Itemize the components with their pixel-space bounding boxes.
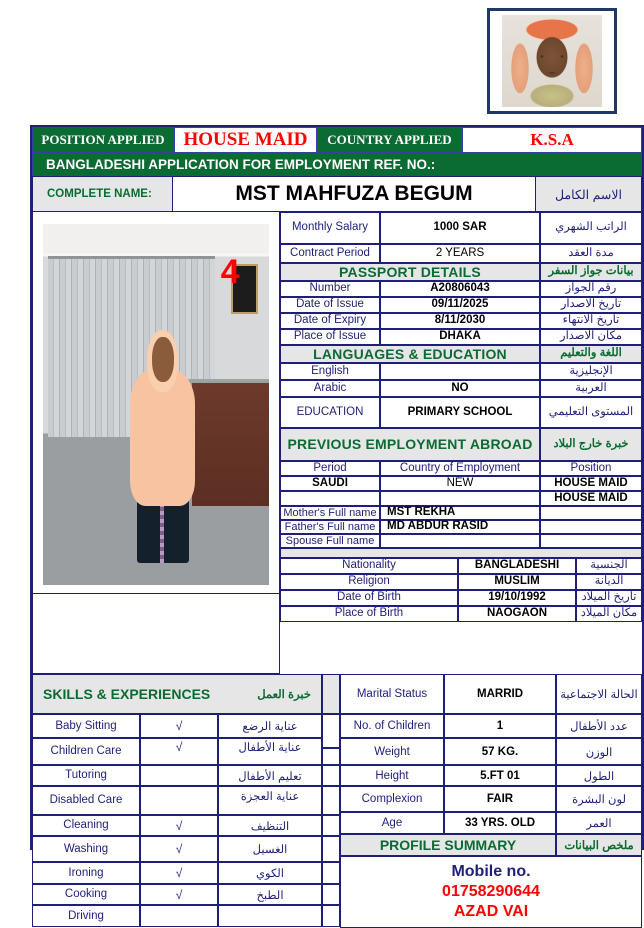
monthly-salary-label: Monthly Salary xyxy=(280,212,380,244)
country-applied-value: K.S.A xyxy=(462,127,642,153)
skills-section-title: SKILLS & EXPERIENCES xyxy=(43,686,211,702)
skill-row xyxy=(32,714,322,738)
skill-name-children-care: Children Care xyxy=(32,738,140,765)
divider-cell xyxy=(322,748,340,765)
skill-arabic-washing: الغسيل xyxy=(218,836,322,862)
place-of-issue-value: DHAKA xyxy=(380,329,540,345)
skill-arabic-cooking: الطبخ xyxy=(218,884,322,905)
place-of-birth-arabic: مكان الميلاد xyxy=(576,606,642,622)
marital-status-value: MARRID xyxy=(444,674,556,714)
skill-row xyxy=(32,862,322,884)
height-value: 5.FT 01 xyxy=(444,765,556,786)
employment-col-country: Country of Employment xyxy=(380,461,540,476)
nationality-value: BANGLADESHI xyxy=(458,558,576,574)
children-count-row xyxy=(340,714,642,738)
employment-position-1: HOUSE MAID xyxy=(540,476,642,491)
passport-section-title-arabic: بيانات جواز السفر xyxy=(540,263,642,281)
employment-row xyxy=(280,491,642,506)
english-label: English xyxy=(280,363,380,380)
age-value: 33 YRS. OLD xyxy=(444,812,556,834)
face xyxy=(152,337,174,382)
skill-arabic-ironing: الكوي xyxy=(218,862,322,884)
passport-row-number xyxy=(280,281,642,297)
date-of-birth-label: Date of Birth xyxy=(280,590,458,606)
monthly-salary-value: 1000 SAR xyxy=(380,212,540,244)
profile-summary-header xyxy=(340,834,642,856)
religion-value: MUSLIM xyxy=(458,574,576,590)
employment-country-1: NEW xyxy=(380,476,540,491)
divider-cell xyxy=(322,674,340,714)
document-body xyxy=(32,212,642,674)
arabic-label: Arabic xyxy=(280,380,380,397)
weight-row xyxy=(340,738,642,765)
profile-summary-content xyxy=(340,856,642,928)
arabic-arabic: العربية xyxy=(540,380,642,397)
mother-name-value: MST REKHA xyxy=(380,506,540,520)
english-value xyxy=(380,363,540,380)
employment-col-position: Position xyxy=(540,461,642,476)
skill-check-washing[interactable]: √ xyxy=(140,836,218,862)
languages-section-header xyxy=(280,345,642,363)
age-arabic: العمر xyxy=(556,812,642,834)
father-name-row xyxy=(280,520,642,534)
skill-arabic-baby-sitting: عناية الرضع xyxy=(218,714,322,738)
position-applied-label: POSITION APPLIED xyxy=(32,127,174,153)
skills-section-title-arabic: خبرة العمل xyxy=(257,689,311,701)
bottom-section xyxy=(32,674,642,928)
children-count-arabic: عدد الأطفال xyxy=(556,714,642,738)
nationality-arabic: الجنسية xyxy=(576,558,642,574)
profile-summary-title: PROFILE SUMMARY xyxy=(340,834,556,856)
skill-row xyxy=(32,786,322,815)
employment-section-title-arabic: خبرة خارج البلاد xyxy=(540,428,642,461)
place-of-issue-label: Place of Issue xyxy=(280,329,380,345)
religion-arabic: الديانة xyxy=(576,574,642,590)
employment-section-header xyxy=(280,428,642,461)
mobile-label: Mobile no. xyxy=(451,863,531,880)
right-data-column xyxy=(280,212,642,674)
skill-row xyxy=(32,765,322,786)
date-of-expiry-value: 8/11/2030 xyxy=(380,313,540,329)
skill-check-cooking[interactable]: √ xyxy=(140,884,218,905)
skill-name-washing: Washing xyxy=(32,836,140,862)
skill-check-cleaning[interactable]: √ xyxy=(140,815,218,836)
age-label: Age xyxy=(340,812,444,834)
complete-name-label: COMPLETE NAME: xyxy=(32,176,173,212)
children-count-label: No. of Children xyxy=(340,714,444,738)
applicant-figure xyxy=(129,325,197,563)
divider-cell xyxy=(322,862,340,884)
weight-value: 57 KG. xyxy=(444,738,556,765)
document-title-bar: BANGLADESHI APPLICATION FOR EMPLOYMENT REF. NO.: xyxy=(32,153,642,176)
passport-number-arabic: رقم الجواز xyxy=(540,281,642,297)
religion-label: Religion xyxy=(280,574,458,590)
date-of-expiry-label: Date of Expiry xyxy=(280,313,380,329)
complete-name-arabic-label: الاسم الكامل xyxy=(536,176,642,212)
skill-name-baby-sitting: Baby Sitting xyxy=(32,714,140,738)
left-photo-column xyxy=(32,212,280,674)
contact-name: AZAD VAI xyxy=(453,903,529,920)
contract-period-value: 2 YEARS xyxy=(380,244,540,263)
skill-row xyxy=(32,738,322,765)
skill-name-disabled-care: Disabled Care xyxy=(32,786,140,815)
age-row xyxy=(340,812,642,834)
education-row xyxy=(280,397,642,428)
divider-cell xyxy=(322,905,340,927)
country-applied-label: COUNTRY APPLIED xyxy=(317,127,462,153)
passport-row-expiry xyxy=(280,313,642,329)
education-value: PRIMARY SCHOOL xyxy=(380,397,540,428)
nationality-label: Nationality xyxy=(280,558,458,574)
mobile-number: 01758290644 xyxy=(442,883,540,900)
skill-arabic-driving xyxy=(218,905,322,927)
skill-row xyxy=(32,905,322,927)
place-of-birth-value: NAOGAON xyxy=(458,606,576,622)
contract-period-row xyxy=(280,244,642,263)
place-of-birth-row xyxy=(280,606,642,622)
complexion-arabic: لون البشرة xyxy=(556,786,642,812)
mother-name-label: Mother's Full name xyxy=(280,506,380,520)
employment-period-1: SAUDI xyxy=(280,476,380,491)
date-of-issue-arabic: تاريخ الاصدار xyxy=(540,297,642,313)
skill-name-driving: Driving xyxy=(32,905,140,927)
date-of-expiry-arabic: تاريخ الانتهاء xyxy=(540,313,642,329)
languages-section-title-arabic: اللغة والتعليم xyxy=(540,345,642,363)
passport-section-header xyxy=(280,263,642,281)
divider-column xyxy=(322,674,340,928)
divider-cell xyxy=(322,815,340,836)
monthly-salary-arabic: الراتب الشهري xyxy=(540,212,642,244)
employment-country-2 xyxy=(380,491,540,506)
complexion-row xyxy=(340,786,642,812)
mother-name-row xyxy=(280,506,642,520)
divider-cell xyxy=(322,884,340,905)
contract-period-arabic: مدة العقد xyxy=(540,244,642,263)
identity-spacer xyxy=(280,548,642,558)
employment-col-period: Period xyxy=(280,461,380,476)
skill-check-driving[interactable] xyxy=(140,905,218,927)
date-of-birth-row xyxy=(280,590,642,606)
skill-arabic-disabled-care: عناية العجزة xyxy=(218,786,322,815)
skill-name-ironing: Ironing xyxy=(32,862,140,884)
weight-arabic: الوزن xyxy=(556,738,642,765)
divider-cell xyxy=(322,765,340,786)
passport-section-title: PASSPORT DETAILS xyxy=(280,263,540,281)
employment-period-2 xyxy=(280,491,380,506)
weight-label: Weight xyxy=(340,738,444,765)
divider-cell xyxy=(322,714,340,748)
skill-check-baby-sitting[interactable]: √ xyxy=(140,714,218,738)
application-document xyxy=(30,125,644,922)
position-applied-value: HOUSE MAID xyxy=(174,127,317,153)
place-of-birth-label: Place of Birth xyxy=(280,606,458,622)
marital-status-row xyxy=(340,674,642,714)
spouse-name-row xyxy=(280,534,642,548)
employment-column-headers xyxy=(280,461,642,476)
monthly-salary-row xyxy=(280,212,642,244)
date-of-issue-value: 09/11/2025 xyxy=(380,297,540,313)
height-row xyxy=(340,765,642,786)
passport-number-value: A20806043 xyxy=(380,281,540,297)
applied-header-row xyxy=(32,127,642,153)
divider-cell xyxy=(322,786,340,815)
passport-row-place xyxy=(280,329,642,345)
desk xyxy=(192,383,269,506)
place-of-issue-arabic: مكان الاصدار xyxy=(540,329,642,345)
profile-summary-title-arabic: ملخص البيانات xyxy=(556,834,642,856)
date-of-birth-arabic: تاريخ الميلاد xyxy=(576,590,642,606)
height-arabic: الطول xyxy=(556,765,642,786)
skill-arabic-tutoring: تعليم الأطفال xyxy=(218,765,322,786)
date-of-issue-label: Date of Issue xyxy=(280,297,380,313)
skill-check-children-care[interactable]: √ xyxy=(140,738,218,765)
religion-row xyxy=(280,574,642,590)
languages-section-title: LANGUAGES & EDUCATION xyxy=(280,345,540,363)
skill-row xyxy=(32,836,322,862)
contract-period-label: Contract Period xyxy=(280,244,380,263)
skills-table xyxy=(32,674,322,928)
passport-photo-frame xyxy=(487,8,617,114)
language-row-english xyxy=(280,363,642,380)
complete-name-value: MST MAHFUZA BEGUM xyxy=(173,176,536,212)
marital-status-label: Marital Status xyxy=(340,674,444,714)
language-row-arabic xyxy=(280,380,642,397)
nationality-row xyxy=(280,558,642,574)
arabic-value: NO xyxy=(380,380,540,397)
photo-number-overlay: 4 xyxy=(220,252,240,291)
skill-row xyxy=(32,815,322,836)
employment-section-title: PREVIOUS EMPLOYMENT ABROAD xyxy=(280,428,540,461)
father-name-value: MD ABDUR RASID xyxy=(380,520,540,534)
education-arabic: المستوى التعليمي xyxy=(540,397,642,428)
skill-name-cooking: Cooking xyxy=(32,884,140,905)
father-name-label: Father's Full name xyxy=(280,520,380,534)
complete-name-row xyxy=(32,176,642,212)
employment-row xyxy=(280,476,642,491)
english-arabic: الإنجليزية xyxy=(540,363,642,380)
skill-check-disabled-care[interactable] xyxy=(140,786,218,815)
skill-check-ironing[interactable]: √ xyxy=(140,862,218,884)
date-of-birth-value: 19/10/1992 xyxy=(458,590,576,606)
children-count-value: 1 xyxy=(444,714,556,738)
skills-section-header xyxy=(32,674,322,714)
marital-status-arabic: الحالة الاجتماعية xyxy=(556,674,642,714)
skill-arabic-children-care: عناية الأطفال xyxy=(218,738,322,765)
education-label: EDUCATION xyxy=(280,397,380,428)
skill-check-tutoring[interactable] xyxy=(140,765,218,786)
mother-name-blank xyxy=(540,506,642,520)
skill-arabic-cleaning: التنظيف xyxy=(218,815,322,836)
spouse-name-blank xyxy=(540,534,642,548)
employment-position-2: HOUSE MAID xyxy=(540,491,642,506)
complexion-value: FAIR xyxy=(444,786,556,812)
skill-name-cleaning: Cleaning xyxy=(32,815,140,836)
applicant-full-body-photo xyxy=(43,224,269,585)
height-label: Height xyxy=(340,765,444,786)
full-body-photo-cell xyxy=(32,212,280,594)
spouse-name-value xyxy=(380,534,540,548)
skill-row xyxy=(32,884,322,905)
complexion-label: Complexion xyxy=(340,786,444,812)
identity-spacer-cell xyxy=(280,548,642,558)
skill-name-tutoring: Tutoring xyxy=(32,765,140,786)
spouse-name-label: Spouse Full name xyxy=(280,534,380,548)
personal-details-table xyxy=(340,674,642,928)
divider-cell xyxy=(322,836,340,862)
applicant-passport-photo xyxy=(502,15,602,107)
passport-number-label: Number xyxy=(280,281,380,297)
passport-row-issue xyxy=(280,297,642,313)
left-blank-cell xyxy=(32,594,280,674)
father-name-blank xyxy=(540,520,642,534)
